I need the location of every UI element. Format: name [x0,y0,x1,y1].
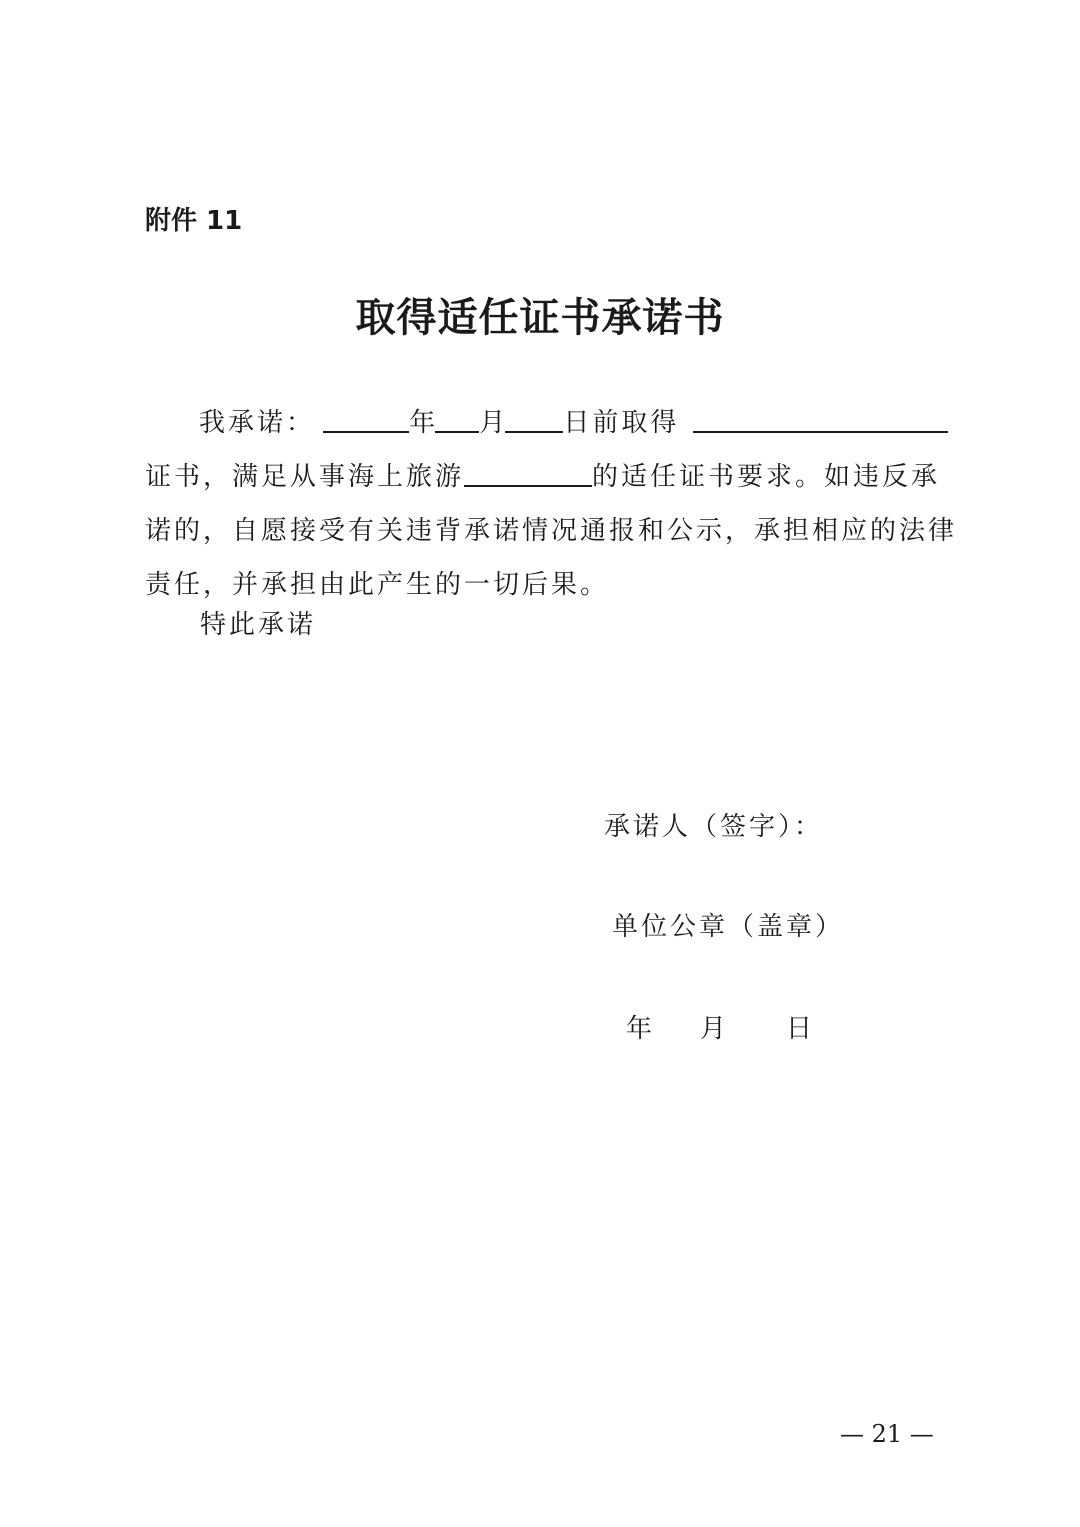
signature-label: 承诺人（签字）： [604,812,824,842]
paragraph-line-2 [145,450,950,504]
date-line [626,1002,812,1056]
paragraph-line-3: 诺的，自愿接受有关违背承诺情况通报和公示，承担相应的法律 [145,516,958,546]
commitment-paragraph [145,396,958,612]
day-blank[interactable] [505,401,563,433]
month-blank[interactable] [435,401,479,433]
year-blank[interactable] [323,401,409,433]
date-month: 月 [700,1014,727,1044]
date-day: 日 [786,1014,813,1044]
month-unit: 月 [479,408,506,438]
year-unit: 年 [409,408,436,438]
certificate-name-blank[interactable] [693,401,948,433]
seal-label: 单位公章（盖章） [612,912,845,942]
line2-suffix: 的适任证书要求。如违反承 [592,462,941,492]
page-number: — 21 — [840,1420,934,1448]
date-year: 年 [626,1014,653,1044]
obtain-before-text: 日前取得 [563,408,680,438]
paragraph-line-1 [145,396,950,450]
attachment-label: 附件 11 [145,206,243,236]
line2-prefix: 证书，满足从事海上旅游 [145,462,465,492]
position-blank[interactable] [464,455,592,487]
paragraph-line-4: 责任，并承担由此产生的一切后果。 [145,570,610,600]
page-title: 取得适任证书承诺书 [355,294,725,341]
commitment-prefix: 我承诺： [199,408,316,438]
closing-text: 特此承诺 [200,610,317,640]
